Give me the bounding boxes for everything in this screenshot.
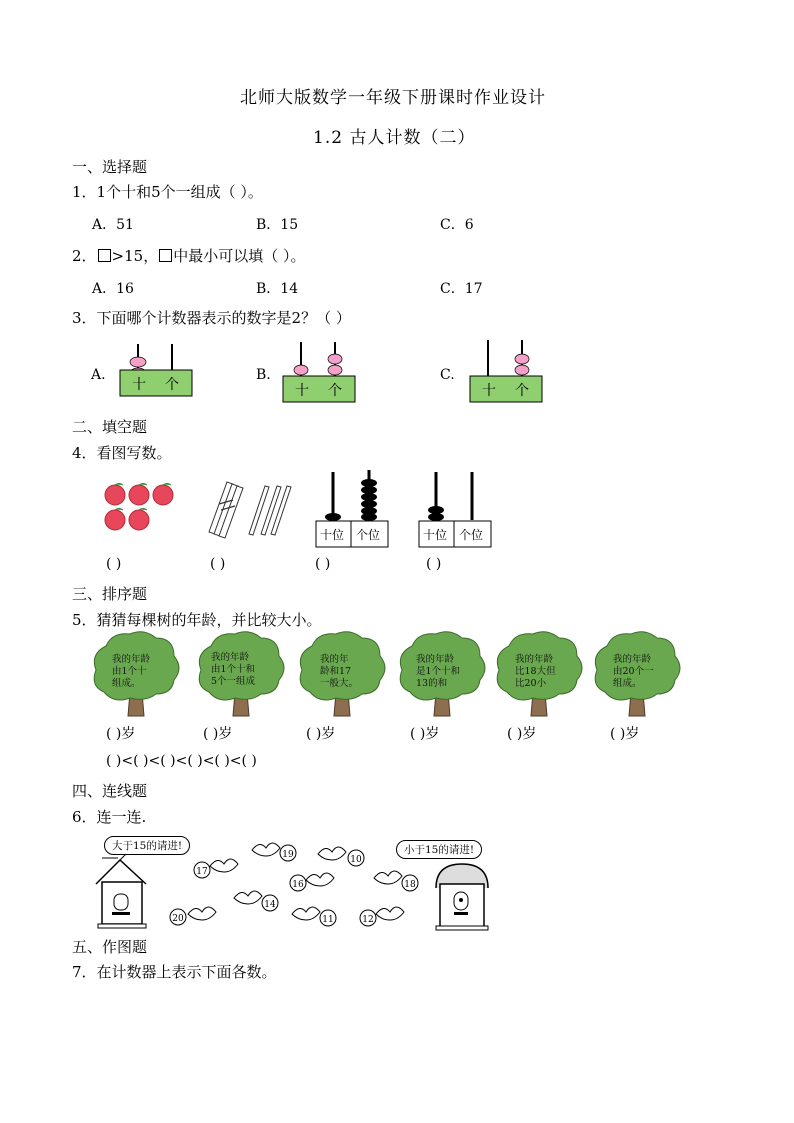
section-heading-sort: 三、排序题 bbox=[72, 585, 148, 603]
question-2 bbox=[72, 245, 305, 266]
peaches-image bbox=[103, 482, 181, 534]
question-5: 5．猜猜每棵树的年龄，并比较大小。 bbox=[72, 611, 322, 629]
answer-blank[interactable]: ( ) bbox=[210, 556, 226, 572]
abacus-ones-label: 个 bbox=[328, 383, 342, 399]
q3-label-a: A. bbox=[91, 367, 106, 383]
comparison-blanks[interactable]: ( )<( )<( )<( )<( )<( ) bbox=[106, 753, 257, 769]
q2-option-c: C．17 bbox=[440, 281, 483, 297]
bead-icon bbox=[328, 365, 342, 375]
speech-bubble-left: 大于15的请进! bbox=[104, 836, 190, 855]
tree-3 bbox=[296, 632, 388, 718]
svg-text:组成。: 组成。 bbox=[112, 678, 141, 689]
svg-text:组成。: 组成。 bbox=[613, 678, 642, 689]
bird-number: 10 bbox=[350, 855, 362, 865]
counter-image-1 bbox=[315, 468, 391, 550]
bead-icon bbox=[294, 365, 308, 375]
section-heading-draw: 五、作图题 bbox=[72, 938, 148, 956]
svg-text:13的和: 13的和 bbox=[416, 678, 448, 689]
answer-blank[interactable]: ( ) bbox=[315, 556, 331, 572]
bird-number: 19 bbox=[282, 850, 294, 860]
svg-text:我的年龄: 我的年龄 bbox=[515, 654, 554, 665]
bead-icon bbox=[515, 365, 529, 375]
svg-text:由1个十: 由1个十 bbox=[112, 666, 147, 677]
q3-label-c: C. bbox=[440, 367, 455, 383]
section-heading-fill: 二、填空题 bbox=[72, 418, 148, 436]
birds-group bbox=[172, 828, 430, 934]
age-blank[interactable]: ( )岁 bbox=[306, 726, 336, 742]
counter-image-2 bbox=[418, 468, 494, 550]
bird-number: 12 bbox=[362, 915, 374, 925]
peach-icon bbox=[129, 509, 149, 531]
bird-icon bbox=[374, 871, 402, 884]
svg-text:我的年龄: 我的年龄 bbox=[416, 654, 455, 665]
abacus-tens-label: 十 bbox=[482, 383, 496, 399]
birdhouse-left-icon bbox=[92, 854, 154, 930]
bird-icon bbox=[188, 907, 216, 920]
sticks-bundle-image bbox=[205, 474, 290, 540]
section-heading-choice: 一、选择题 bbox=[72, 158, 148, 176]
bead-icon bbox=[515, 354, 529, 364]
svg-text:龄和17: 龄和17 bbox=[320, 666, 352, 677]
bird-icon bbox=[234, 891, 262, 904]
age-blank[interactable]: ( )岁 bbox=[203, 726, 233, 742]
tree-6 bbox=[591, 632, 683, 718]
ones-place-label: 个位 bbox=[356, 528, 381, 542]
svg-text:是1个十和: 是1个十和 bbox=[416, 666, 461, 677]
svg-text:比18大但: 比18大但 bbox=[515, 666, 556, 677]
tens-place-label: 十位 bbox=[320, 528, 345, 542]
q3-label-b: B. bbox=[256, 367, 271, 383]
blank-square-icon bbox=[159, 249, 172, 262]
q1-option-b: B．15 bbox=[256, 217, 299, 233]
abacus-tens-label: 十 bbox=[295, 383, 309, 399]
question-7: 7．在计数器上表示下面各数。 bbox=[72, 963, 277, 981]
svg-text:比20小: 比20小 bbox=[515, 678, 547, 689]
bird-icon bbox=[252, 843, 280, 856]
tree-1 bbox=[90, 632, 182, 718]
bird-number: 17 bbox=[196, 867, 208, 877]
question-4: 4．看图写数。 bbox=[72, 444, 172, 462]
blank-square-icon bbox=[98, 249, 111, 262]
svg-text:我的年龄: 我的年龄 bbox=[211, 652, 250, 663]
answer-blank[interactable]: ( ) bbox=[106, 556, 122, 572]
bird-icon bbox=[210, 859, 238, 872]
peach-icon bbox=[105, 484, 125, 506]
bird-number: 16 bbox=[292, 880, 304, 890]
age-blank[interactable]: ( )岁 bbox=[610, 726, 640, 742]
bird-number: 11 bbox=[322, 915, 334, 925]
q1-option-c: C．6 bbox=[440, 217, 474, 233]
tree-2 bbox=[195, 632, 287, 718]
age-blank[interactable]: ( )岁 bbox=[410, 726, 440, 742]
svg-text:一般大。: 一般大。 bbox=[320, 678, 359, 689]
svg-text:由20个一: 由20个一 bbox=[613, 666, 654, 677]
page-subtitle: 1.2 古人计数（二） bbox=[313, 128, 476, 148]
bird-number: 20 bbox=[172, 914, 184, 924]
svg-text:我的年龄: 我的年龄 bbox=[613, 654, 652, 665]
svg-text:5个一组成: 5个一组成 bbox=[211, 676, 256, 687]
q2-mid1: >15， bbox=[111, 247, 159, 265]
age-blank[interactable]: ( )岁 bbox=[507, 726, 537, 742]
q2-prefix: 2． bbox=[72, 247, 97, 265]
question-6: 6．连一连. bbox=[72, 808, 147, 826]
q1-option-a: A．51 bbox=[92, 217, 134, 233]
speech-bubble-right: 小于15的请进! bbox=[396, 840, 482, 859]
ones-place-label: 个位 bbox=[459, 528, 484, 542]
tree-4 bbox=[396, 632, 488, 718]
tens-place-label: 十位 bbox=[423, 528, 448, 542]
bird-number: 18 bbox=[404, 880, 416, 890]
question-1: 1．1个十和5个一组成（ ）。 bbox=[72, 183, 263, 201]
q2-option-b: B．14 bbox=[256, 281, 299, 297]
abacus-a bbox=[118, 342, 196, 400]
q2-mid2: 中最小可以填（ ）。 bbox=[173, 247, 306, 265]
abacus-tens-label: 十 bbox=[132, 377, 146, 393]
page-title: 北师大版数学一年级下册课时作业设计 bbox=[240, 88, 546, 108]
bird-icon bbox=[292, 907, 320, 920]
question-3: 3．下面哪个计数器表示的数字是2？（ ） bbox=[72, 309, 351, 327]
q2-option-a: A．16 bbox=[92, 281, 134, 297]
birdhouse-right-icon bbox=[432, 860, 492, 932]
svg-text:我的年龄: 我的年龄 bbox=[112, 654, 151, 665]
age-blank[interactable]: ( )岁 bbox=[106, 726, 136, 742]
bird-icon bbox=[376, 907, 404, 920]
svg-text:由1个十和: 由1个十和 bbox=[211, 664, 256, 675]
bead-icon bbox=[328, 354, 342, 364]
peach-icon bbox=[129, 484, 149, 506]
peach-icon bbox=[105, 509, 125, 531]
answer-blank[interactable]: ( ) bbox=[426, 556, 442, 572]
abacus-c bbox=[468, 338, 546, 404]
peach-icon bbox=[153, 484, 173, 506]
abacus-ones-label: 个 bbox=[515, 383, 529, 399]
svg-text:我的年: 我的年 bbox=[320, 654, 349, 665]
bird-number: 14 bbox=[264, 900, 276, 910]
bird-icon bbox=[306, 873, 334, 886]
bird-icon bbox=[318, 847, 346, 860]
abacus-ones-label: 个 bbox=[165, 377, 179, 393]
tree-5 bbox=[493, 632, 585, 718]
bead-icon bbox=[130, 357, 146, 367]
section-heading-match: 四、连线题 bbox=[72, 782, 148, 800]
abacus-b bbox=[281, 340, 359, 406]
